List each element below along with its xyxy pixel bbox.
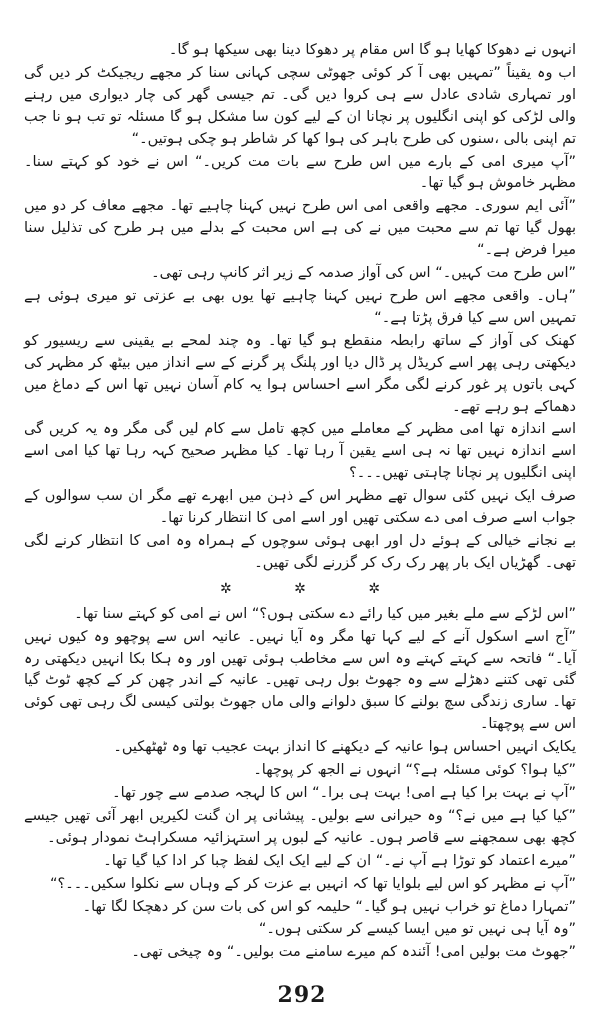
paragraph: انہوں نے دھوکا کھایا ہو گا اس مقام پر دھوکا دینا بھی سیکھا ہو گا۔: [168, 42, 576, 58]
paragraph: صرف ایک نہیں کئی سوال تھے مظہر اس کے ذہن میں ابھرے تھے مگر ان سب سوالوں کے جواب اسے صرف امی دے سکتی تھیں اور اسے امی کا انتظار کرنا تھا۔: [24, 488, 576, 527]
paragraph: ”تمہارا دماغ تو خراب نہیں ہو گیا۔“ حلیمہ کو اس کی بات سن کر دھچکا لگا تھا۔: [82, 898, 576, 915]
paragraph: یکایک انہیں احساس ہوا عانیہ کے دیکھنے کا انداز بہت عجیب تھا وہ ٹھٹھکیں۔: [113, 739, 576, 756]
paragraph: اب وہ یقیناً ”تمہیں بھی آ کر کوئی جھوٹی سچی کہانی سنا کر مجھے ریجیکٹ کر دیں گی اور تمہاری شادی عادل سے ہی کروا دیں گی۔ تم جیسی گھر کی چار دیواری میں رہنے والی لڑکی کو اپنی انگلیوں پر نچانا ان کے لیے کون سا مشکل ہو گا مسئلہ تو تب ہو نا جب تم اپنی بالی ،سنوں کی طرح باہر کی ہوا کھا کر شاطر ہو چکی ہوتیں۔“: [24, 64, 576, 147]
paragraph: کھنک کی آواز کے ساتھ رابطہ منقطع ہو گیا تھا۔ وہ چند لمحے بے یقینی سے ریسیور کو دیکھتی رہی پھر اسے کریڈل پر ڈال دیا اور پلنگ پر گرنے کے سے انداز میں بیٹھ کر مظہر کی کہی باتوں پر غور کرنے لگی مگر اسے احساس ہوا یہ کام آسان نہیں تھا اس کے دماغ میں دھماکے ہو رہے تھے۔: [24, 332, 576, 415]
paragraph: ”میرے اعتماد کو توڑا ہے آپ نے۔“ ان کے لیے ایک ایک لفظ چبا کر ادا کیا گیا تھا۔: [103, 852, 576, 869]
paragraph: ”آئی ایم سوری۔ مجھے واقعی امی اس طرح نہیں کہنا چاہیے تھا۔ مجھے معاف کر دو میں بھول گیا تھا تم سے محبت میں نے کی ہے اس محبت کے بدلے میں ہر طرح کی تذلیل سنا میرا فرض ہے۔“: [24, 198, 576, 259]
star-ornament-icon: ✲: [368, 580, 381, 597]
paragraph: ”آپ نے بہت برا کیا ہے امی! بہت ہی برا۔“ اس کا لہجہ صدمے سے چور تھا۔: [112, 785, 576, 801]
paragraph: بے نجانے خیالی کے ہوئے دل اور ابھی ہوئی سوچوں کے ہمراہ وہ امی کا انتظار کرنے لگی تھی۔ گھڑیاں ایک بار پھر رک رک کر گزرنے لگی تھیں۔: [24, 532, 576, 571]
paragraph: ”ہاں۔ واقعی مجھے اس طرح نہیں کہنا چاہیے تھا یوں بھی بے عزتی تو میری ہوئی ہے تمہیں اس سے کیا فرق پڑتا ہے۔“: [24, 287, 576, 326]
paragraph: ”آپ میری امی کے بارے میں اس طرح سے بات مت کریں۔“ اس نے خود کو کہتے سنا۔ مظہر خاموش ہو گیا تھا۔: [24, 153, 576, 192]
section-separator: [24, 577, 576, 601]
paragraph: ”آج اسے اسکول آنے کے لیے کہا تھا مگر وہ آیا نہیں۔ عانیہ اس سے پوچھو وہ کیوں نہیں آیا۔“ فاتحہ سے کہتے کہتے وہ اس سے مخاطب ہوئی تھیں اور وہ ہکا بکا انہیں دیکھتی رہ گئی تھی کتنے دھڑلے سے وہ جھوٹ بول رہی تھیں۔ عانیہ کے اندر چھن کر کے کچھ ٹوٹ گیا تھا۔ ساری زندگی سچ بولنے کا سبق دلوانے والی ماں جھوٹ بولتی کیسی لگ رہی تھی کوئی اس سے پوچھتا۔: [24, 628, 576, 733]
paragraph: اسے اندازہ تھا امی مظہر کے معاملے میں کچھ تامل سے کام لیں گی مگر وہ یہ کریں گی اسے اندازہ نہیں تھا نہ ہی اسے یقین آ رہا تھا۔ کیا مظہر صحیح کہہ رہا تھا کیا امی اسے اپنی انگلیوں پر نچانا چاہتی تھیں۔۔۔؟: [24, 421, 576, 482]
page-number: 292: [277, 982, 327, 1008]
paragraph: ”اس طرح مت کہیں۔“ اس کی آواز صدمہ کے زیر اثر کانپ رہی تھی۔: [151, 265, 576, 282]
paragraph: ”وہ آیا ہی نہیں تو میں ایسا کیسے کر سکتی ہوں۔“: [258, 921, 576, 938]
star-ornament-icon: ✲: [294, 580, 306, 597]
paragraph: ”کیا ہوا؟ کوئی مسئلہ ہے؟“ انہوں نے الجھ کر پوچھا۔: [253, 762, 576, 779]
paragraph: ”جھوٹ مت بولیں امی! آئندہ کم میرے سامنے مت بولیں۔“ وہ چیخی تھی۔: [131, 944, 576, 961]
paragraph: ”آپ نے مظہر کو اس لیے بلوایا تھا کہ انہیں بے عزت کر کے وہاں سے نکلوا سکیں۔۔۔؟“: [50, 875, 576, 892]
paragraph: ”کیا کیا ہے میں نے؟“ وہ حیرانی سے بولیں۔ پیشانی پر ان گنت لکیریں ابھر آئی تھیں جیسے کچھ بھی سمجھنے سے قاصر ہوں۔ عانیہ کے لبوں پر استہزائیہ مسکراہٹ نمودار ہوئی۔: [24, 807, 576, 846]
star-ornament-icon: ✲: [219, 580, 232, 597]
body-text: [24, 40, 576, 965]
paragraph: ”اس لڑکے سے ملے بغیر میں کیا رائے دے سکتی ہوں؟“ اس نے امی کو کہتے سنا تھا۔: [74, 605, 576, 622]
